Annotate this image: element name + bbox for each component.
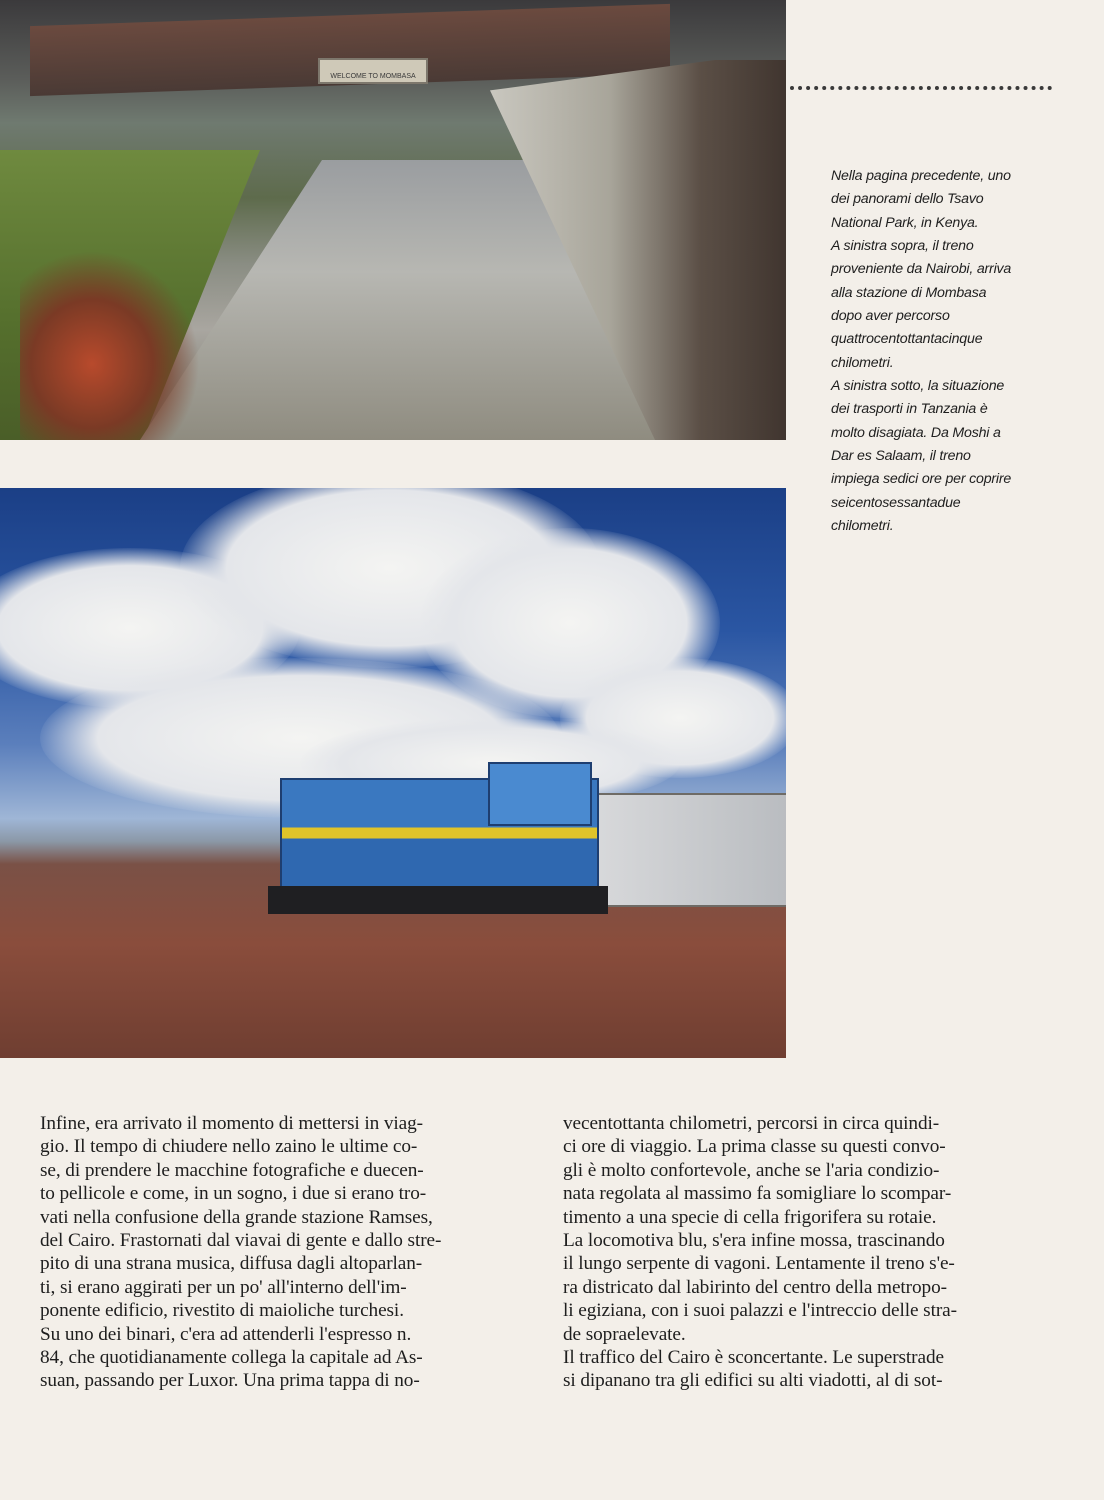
body-line: vati nella confusione della grande stazione Ramses, — [40, 1206, 433, 1228]
body-line: ra districato dal labirinto del centro della metropo- — [563, 1276, 947, 1298]
caption-line: Dar es Salaam, il treno — [831, 448, 971, 465]
caption-line: molto disagiata. Da Moshi a — [831, 424, 1001, 441]
body-line: pito di una strana musica, diffusa dagli altoparlan- — [40, 1253, 423, 1275]
body-column-left — [40, 1112, 515, 1393]
body-line: 84, che quotidianamente collega la capitale ad As- — [40, 1347, 423, 1369]
body-line: li egiziana, con i suoi palazzi e l'intreccio delle stra- — [563, 1300, 957, 1322]
people-foreground — [20, 250, 200, 440]
body-line: si dipanano tra gli edifici su alti viadotti, al di sot- — [563, 1370, 943, 1392]
body-column-right — [563, 1112, 1038, 1393]
caption-line: quattrocentottantacinque — [831, 331, 983, 348]
caption-line: dopo aver percorso — [831, 308, 950, 325]
photo-caption — [831, 165, 1071, 539]
caption-line: seicentosessantadue — [831, 494, 961, 511]
caption-line: National Park, in Kenya. — [831, 214, 979, 231]
locomotive-underframe — [268, 886, 608, 914]
body-line: se, di prendere le macchine fotografiche e duecen- — [40, 1159, 424, 1181]
body-line: Il traffico del Cairo è sconcertante. Le superstrade — [563, 1347, 944, 1369]
body-line: Infine, era arrivato il momento di mettersi in viag- — [40, 1113, 423, 1134]
freight-wagon — [592, 793, 786, 907]
caption-line: impiega sedici ore per coprire — [831, 471, 1012, 488]
caption-line: alla stazione di Mombasa — [831, 284, 987, 301]
caption-line: Nella pagina precedente, uno — [831, 168, 1011, 184]
body-line: Su uno dei binari, c'era ad attenderli l'espresso n. — [40, 1323, 412, 1345]
caption-line: chilometri. — [831, 518, 894, 535]
body-line: to pellicole e come, in un sogno, i due si erano tro- — [40, 1183, 427, 1205]
caption-line: A sinistra sopra, il treno — [831, 238, 974, 255]
body-line: il lungo serpente di vagoni. Lentamente il treno s'e- — [563, 1253, 955, 1275]
caption-line: dei trasporti in Tanzania è — [831, 401, 988, 418]
body-line: ci ore di viaggio. La prima classe su questi convo- — [563, 1136, 946, 1158]
body-line: ti, si erano aggirati per un po' all'interno dell'im- — [40, 1276, 407, 1298]
caption-line: chilometri. — [831, 354, 894, 371]
station-sign: WELCOME TO MOMBASA — [318, 58, 428, 84]
body-line: La locomotiva blu, s'era infine mossa, trascinando — [563, 1230, 945, 1252]
caption-line: dei panorami dello Tsavo — [831, 191, 984, 208]
body-line: suan, passando per Luxor. Una prima tappa di no- — [40, 1370, 420, 1392]
body-line: gli è molto confortevole, anche se l'aria condizio- — [563, 1159, 940, 1181]
caption-line: proveniente da Nairobi, arriva — [831, 261, 1012, 278]
caption-line: A sinistra sotto, la situazione — [831, 378, 1005, 395]
body-line: nata regolata al massimo fa somigliare lo scompar- — [563, 1183, 952, 1205]
photo-mombasa-station — [0, 0, 786, 440]
photo-blue-locomotive — [0, 488, 786, 1058]
body-line: ponente edificio, rivestito di maioliche turchesi. — [40, 1300, 404, 1322]
locomotive-cab — [488, 762, 592, 826]
dotted-divider — [790, 86, 1052, 90]
body-line: timento a una specie di cella frigorifera su rotaie. — [563, 1206, 937, 1228]
body-line: gio. Il tempo di chiudere nello zaino le ultime co- — [40, 1136, 418, 1158]
body-line: vecentottanta chilometri, percorsi in circa quindi- — [563, 1113, 940, 1134]
body-line: de sopraelevate. — [563, 1323, 686, 1345]
body-line: del Cairo. Frastornati dal viavai di gente e dallo stre- — [40, 1230, 442, 1252]
